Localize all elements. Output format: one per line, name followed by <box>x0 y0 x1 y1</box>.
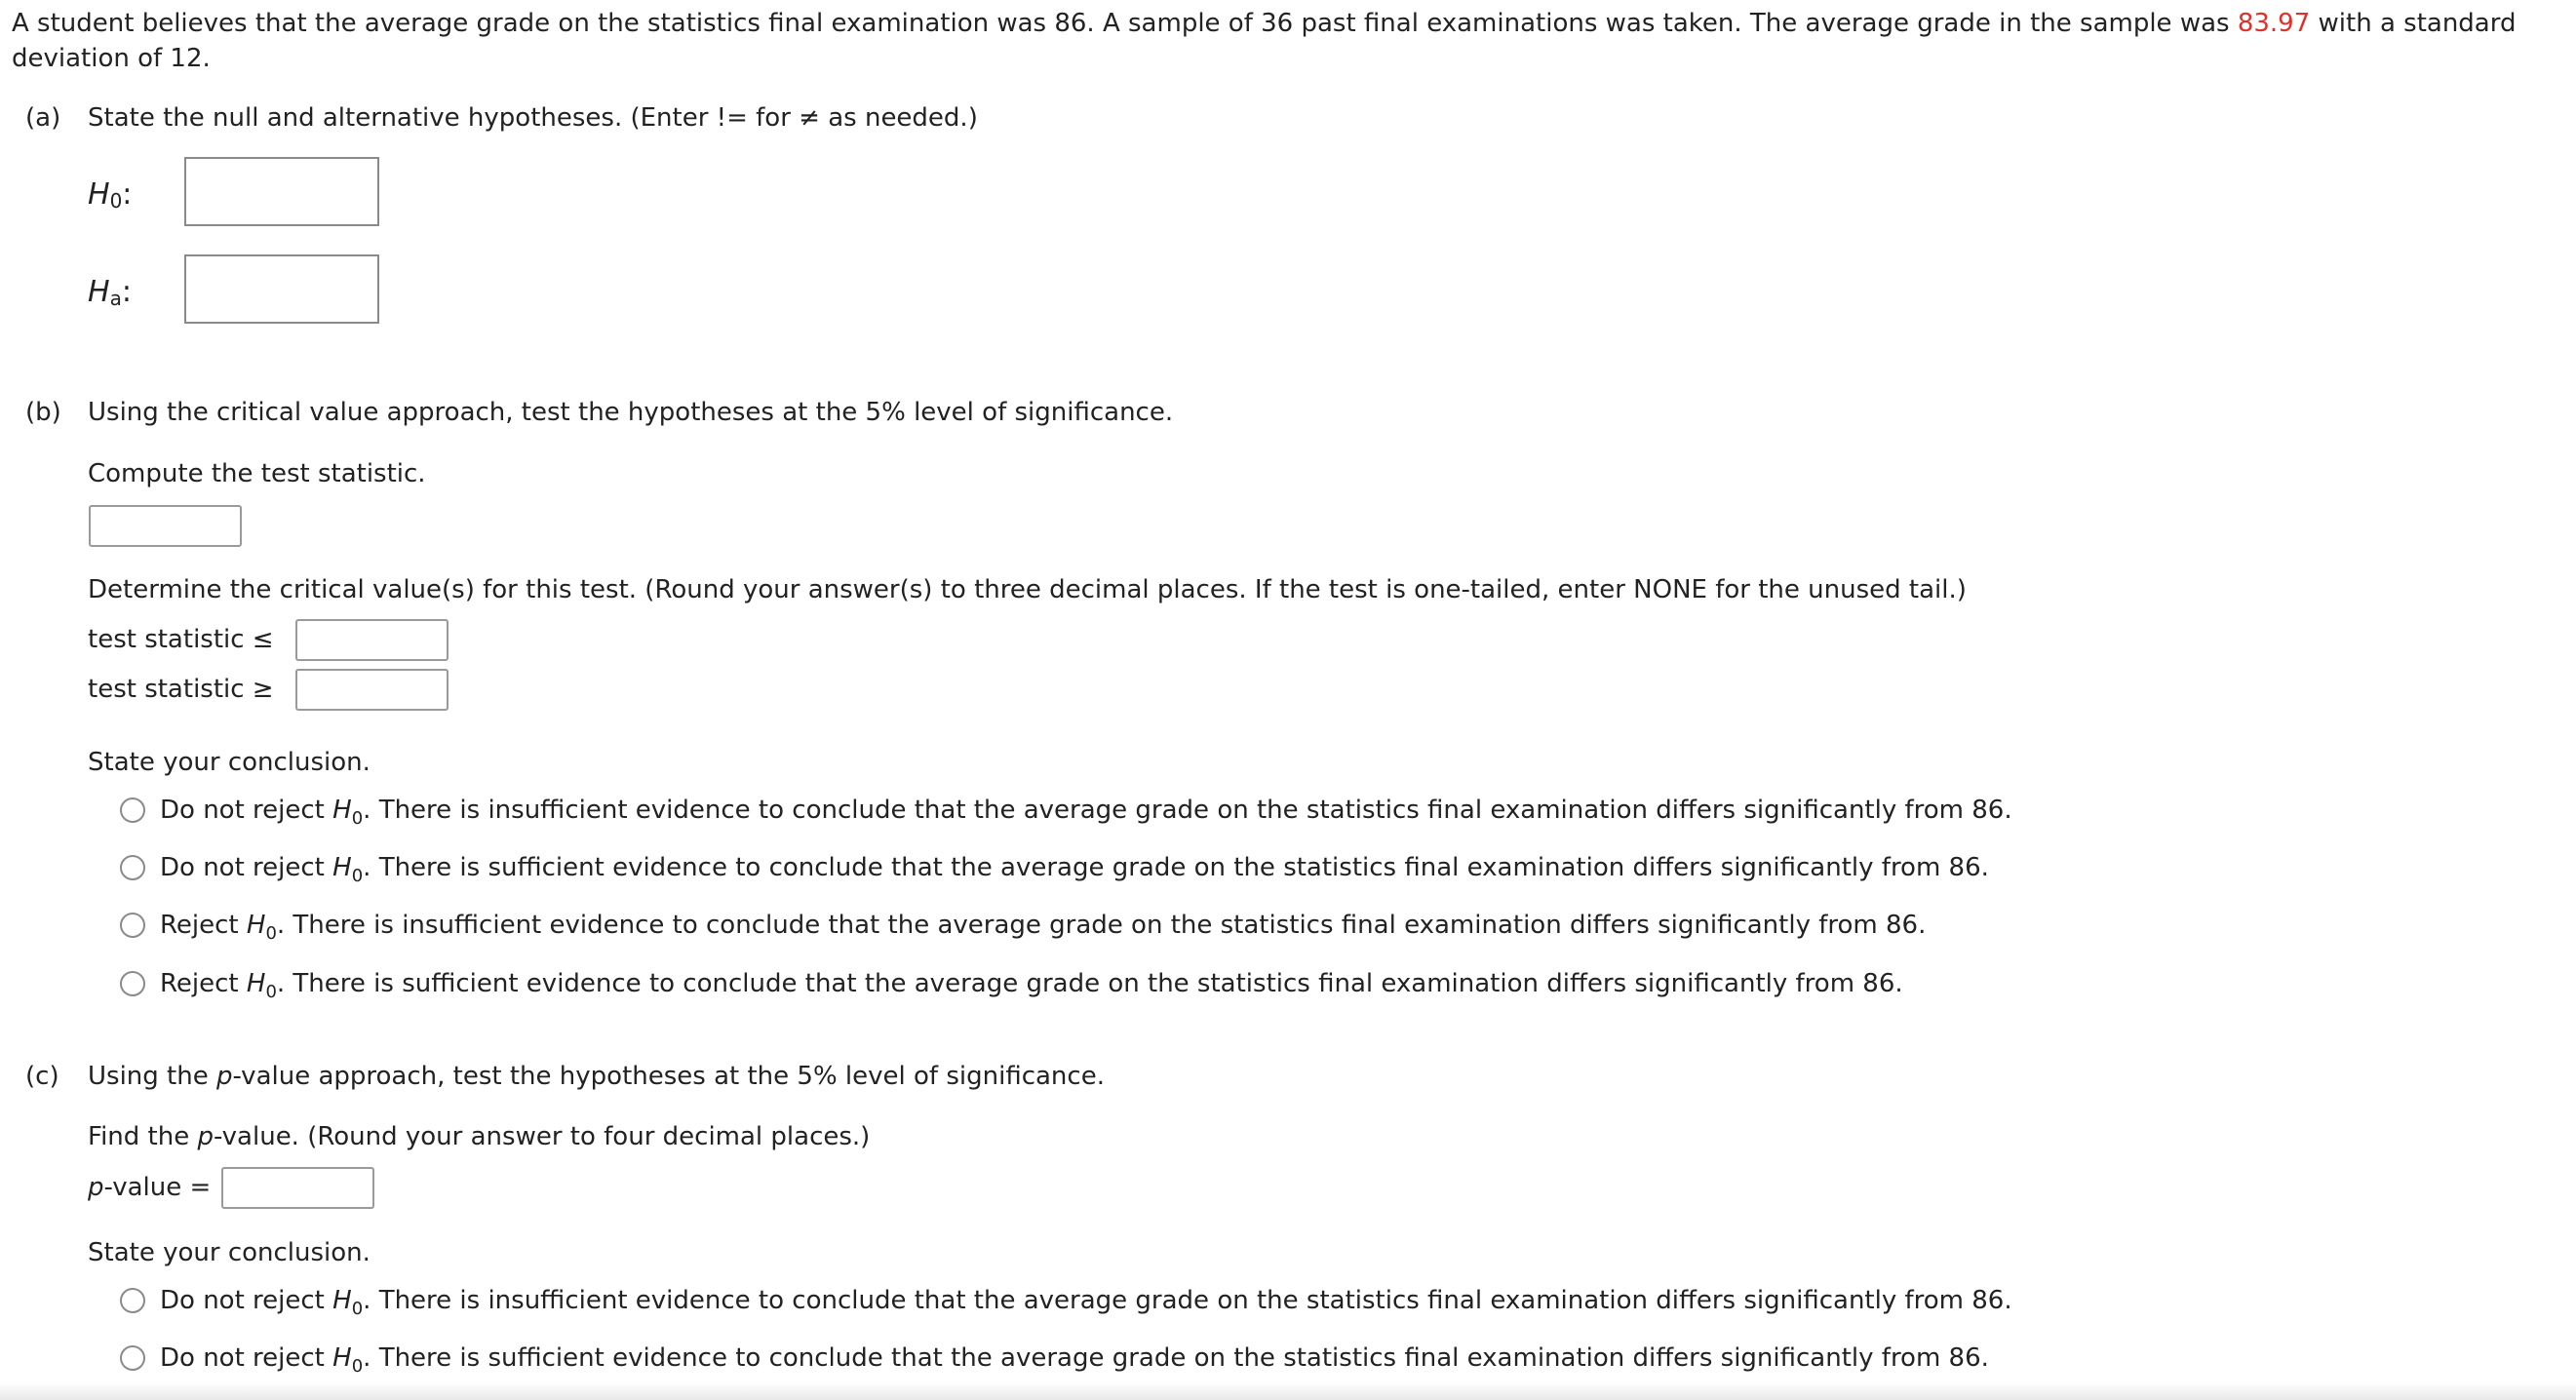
part-a-instruction: State the null and alternative hypotheses. (Enter != for ≠ as needed.) <box>88 103 978 133</box>
bottom-fade <box>0 1382 2576 1400</box>
lower-critical-input[interactable] <box>295 619 449 661</box>
part-c-option-2-radio[interactable] <box>120 1345 145 1371</box>
ha-label <box>88 275 132 309</box>
problem-intro-part1: A student believes that the average grade on the statistics final examination was 86. A sample of 36 past final examinations was taken. The average grade in the sample was <box>12 9 2238 38</box>
p-symbol: p <box>215 1062 233 1091</box>
ha-colon: : <box>121 275 132 309</box>
option-dot: . <box>363 796 371 825</box>
h0-letter: H <box>88 177 110 212</box>
upper-critical-label: test statistic ≥ <box>88 675 274 704</box>
problem-statement <box>12 6 2561 76</box>
h0-symbol: $H_0$ <box>246 969 277 1002</box>
ha-letter: H <box>88 275 110 309</box>
part-a-label: (a) <box>25 103 61 133</box>
find-pvalue-prompt <box>88 1122 870 1151</box>
critical-value-prompt: Determine the critical value(s) for this test. (Round your answer(s) to three decimal places. If the test is one-tailed, enter NONE for the unused tail.) <box>88 575 1967 604</box>
test-statistic-input[interactable] <box>89 505 242 547</box>
pvalue-label <box>88 1173 211 1202</box>
h0-label <box>88 177 132 212</box>
h0-input[interactable] <box>184 157 379 226</box>
option-rest: There is sufficient evidence to conclude that the average grade on the statistics final examination differs significantly from 86. <box>293 969 1903 998</box>
h0-subscript: 0 <box>109 189 123 213</box>
instruction-post: -value approach, test the hypotheses at the 5% level of significance. <box>232 1062 1105 1091</box>
ha-input[interactable] <box>184 254 379 324</box>
option-prefix: Reject <box>160 911 239 940</box>
option-rest: There is insufficient evidence to conclude that the average grade on the statistics final examination differs significantly from 86. <box>378 796 2012 825</box>
option-prefix: Do not reject <box>160 796 325 825</box>
part-b-option-2-radio[interactable] <box>120 855 145 880</box>
instruction-pre: Using the <box>88 1062 216 1091</box>
find-post: -value. (Round your answer to four decimal places.) <box>213 1122 871 1151</box>
option-dot: . <box>276 969 286 998</box>
upper-critical-input[interactable] <box>295 669 449 711</box>
option-dot: . <box>276 911 286 940</box>
option-dot: . <box>363 1343 371 1373</box>
option-rest: There is insufficient evidence to conclude that the average grade on the statistics final examination differs significantly from 86. <box>293 911 1927 940</box>
part-b-instruction: Using the critical value approach, test the hypotheses at the 5% level of significance. <box>88 398 1174 427</box>
pvalue-label-text: -value = <box>103 1173 212 1202</box>
p-symbol: p <box>88 1173 104 1202</box>
part-b-label: (b) <box>25 398 61 427</box>
problem-intro-part2: with a standard deviation of 12. <box>12 9 2517 73</box>
part-b-option-2-text <box>160 853 1989 886</box>
part-c-option-1-text <box>160 1286 2012 1319</box>
ha-subscript: a <box>109 287 122 310</box>
pvalue-input[interactable] <box>221 1167 374 1209</box>
p-symbol: p <box>197 1122 214 1151</box>
part-b-conclusion-prompt: State your conclusion. <box>88 748 371 777</box>
h0-symbol: $H_0$ <box>332 1343 364 1377</box>
sample-mean-value: 83.97 <box>2237 9 2311 38</box>
part-c-option-1-radio[interactable] <box>120 1288 145 1313</box>
option-rest: There is sufficient evidence to conclude that the average grade on the statistics final examination differs significantly from 86. <box>378 1343 1989 1373</box>
part-b-option-4-text <box>160 969 1903 1002</box>
option-dot: . <box>363 853 371 882</box>
part-c-option-2-text <box>160 1343 1989 1377</box>
h0-symbol: $H_0$ <box>246 911 277 944</box>
option-rest: There is insufficient evidence to conclude that the average grade on the statistics final examination differs significantly from 86. <box>378 1286 2012 1315</box>
part-b-option-3-text <box>160 911 1927 944</box>
part-b-option-1-radio[interactable] <box>120 797 145 823</box>
part-b-option-1-text <box>160 796 2012 829</box>
h0-colon: : <box>122 177 133 212</box>
option-dot: . <box>363 1286 371 1315</box>
option-prefix: Do not reject <box>160 853 325 882</box>
part-c-label: (c) <box>25 1062 59 1091</box>
part-b-option-4-radio[interactable] <box>120 971 145 996</box>
part-c-instruction <box>88 1062 1105 1091</box>
option-prefix: Do not reject <box>160 1343 325 1373</box>
find-pre: Find the <box>88 1122 198 1151</box>
option-rest: There is sufficient evidence to conclude that the average grade on the statistics final examination differs significantly from 86. <box>378 853 1989 882</box>
option-prefix: Reject <box>160 969 239 998</box>
part-b-option-3-radio[interactable] <box>120 913 145 938</box>
h0-symbol: $H_0$ <box>332 796 364 829</box>
lower-critical-label: test statistic ≤ <box>88 625 274 654</box>
option-prefix: Do not reject <box>160 1286 325 1315</box>
part-c-conclusion-prompt: State your conclusion. <box>88 1238 371 1267</box>
h0-symbol: $H_0$ <box>332 853 364 886</box>
compute-test-statistic-prompt: Compute the test statistic. <box>88 459 426 488</box>
h0-symbol: $H_0$ <box>332 1286 364 1319</box>
